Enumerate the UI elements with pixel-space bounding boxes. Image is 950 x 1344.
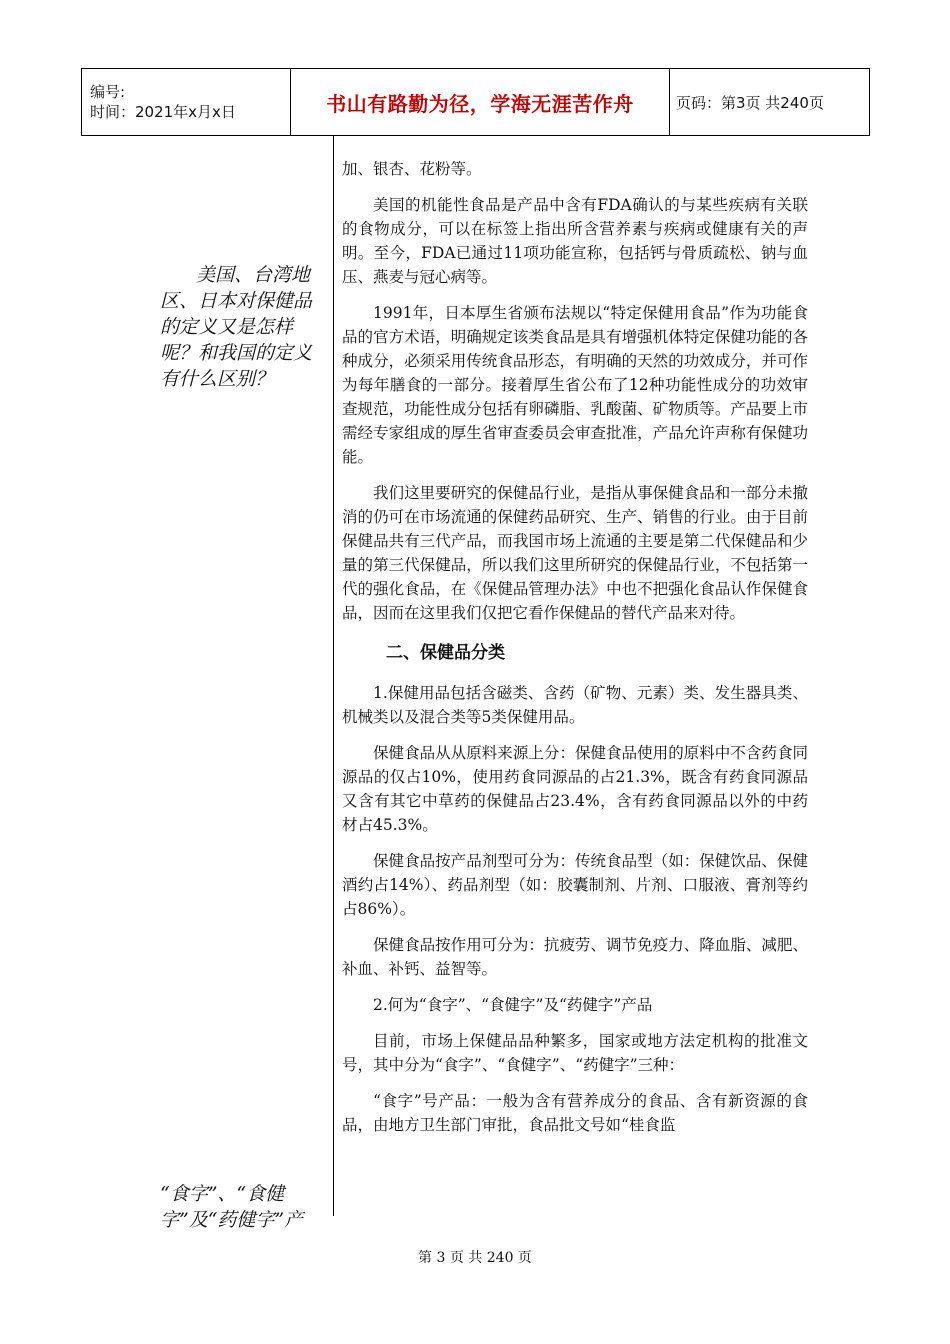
paragraph: 加、银杏、花粉等。	[342, 160, 482, 178]
paragraph: 保健食品从从原料来源上分：保健食品使用的原料中不含药食同源品的仅占10%，使用药食同源品的占21.3%，既含有药食同源品又含有其它中草药的保健品占23.4%，含有药食同源品以外的中药材占45.3%。	[342, 744, 808, 834]
page-footer: 第 3 页 共 240 页	[418, 1250, 532, 1266]
sidenote-definitions: 美国、台湾地区、日本对保健品的定义又是怎样呢？和我国的定义有什么区别？	[160, 264, 313, 390]
header-motto-cell	[291, 69, 670, 136]
paragraph: 目前，市场上保健品品种繁多，国家或地方法定机构的批准文号，其中分为“食字”、“食健字”、“药健字”三种：	[342, 1032, 808, 1074]
doc-time-label: 时间：2021年x月x日	[90, 103, 236, 121]
column-divider	[333, 136, 334, 1216]
header-page-info: 页码：第3页 共240页	[670, 69, 870, 136]
page-header	[81, 68, 870, 136]
paragraph: “食字”号产品：一般为含有营养成分的食品、含有新资源的食品，由地方卫生部门审批，食品批文号如“桂食监	[342, 1092, 808, 1134]
paragraph: 保健食品按作用可分为：抗疲劳、调节免疫力、降血脂、减肥、补血、补钙、益智等。	[342, 936, 808, 978]
doc-number-label: 编号:	[90, 83, 126, 101]
sidenote-food-labels: “食字”、“食健字”及“药健字”产	[160, 1183, 304, 1231]
paragraph: 保健食品按产品剂型可分为：传统食品型（如：保健饮品、保健酒约占14%）、药品剂型（如：胶囊制剂、片剂、口服液、膏剂等约占86%）。	[342, 852, 808, 918]
header-meta	[82, 69, 291, 136]
paragraph: 我们这里要研究的保健品行业，是指从事保健食品和一部分未撤消的仍可在市场流通的保健药品研究、生产、销售的行业。由于目前保健品共有三代产品，而我国市场上流通的主要是第二代保健品和少量的第三代保健品，所以我们这里所研究的保健品行业，不包括第一代的强化食品，在《保健品管理办法》中也不把强化食品认作保健食品，因而在这里我们仅把它看作保健品的替代产品来对待。	[342, 484, 808, 622]
header-motto: 书山有路勤为径，学海无涯苦作舟	[326, 91, 634, 116]
paragraph: 1.保健用品包括含磁类、含药（矿物、元素）类、发生器具类、机械类以及混合类等5类保健用品。	[342, 684, 808, 726]
paragraph: 1991年，日本厚生省颁布法规以“特定保健用食品”作为功能食品的官方术语，明确规定该类食品是具有增强机体特定保健功能的各种成分，必须采用传统食品形态，有明确的天然的功效成分，并可作为每年膳食的一部分。接着厚生省公布了12种功能性成分的功效审查规范，功能性成分包括有卵磷脂、乳酸菌、矿物质等。产品要上市需经专家组成的厚生省审查委员会审查批准，产品允许声称有保健功能。	[342, 304, 808, 466]
paragraph: 2.何为“食字”、“食健字”及“药健字”产品	[373, 996, 653, 1014]
paragraph: 美国的机能性食品是产品中含有FDA确认的与某些疾病有关联的食物成分，可以在标签上指出所含营养素与疾病或健康有关的声明。至今，FDA已通过11项功能宣称，包括钙与骨质疏松、钠与血压、燕麦与冠心病等。	[342, 196, 808, 286]
main-content	[342, 157, 808, 1149]
section-heading: 二、保健品分类	[386, 643, 505, 663]
